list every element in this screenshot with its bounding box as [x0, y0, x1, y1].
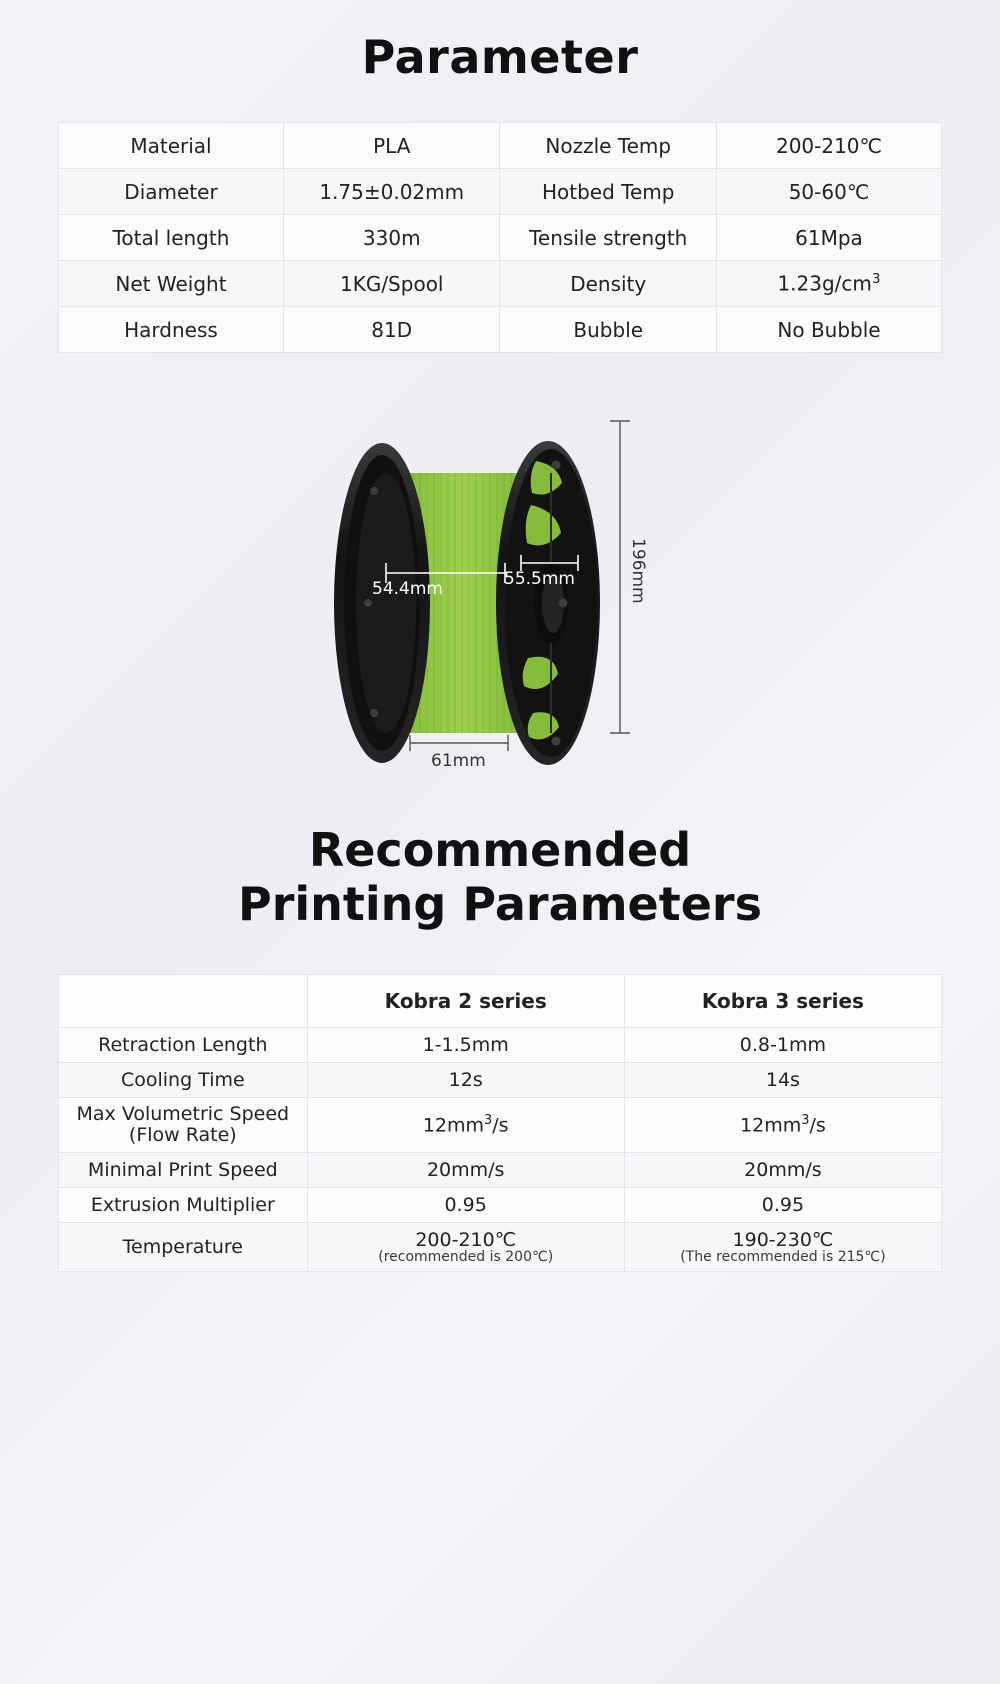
param-value: 61Mpa [716, 215, 941, 261]
table-header-row [59, 974, 942, 1027]
dimension-label-inner: 54.4mm [372, 579, 443, 599]
param-value-density: $1.23g/cm^3$ [716, 261, 941, 307]
row-value-kobra2-note: (recommended is 200℃) [378, 1249, 554, 1266]
row-value-kobra2: 1-1.5mm [307, 1027, 624, 1062]
row-value-kobra2: $12mm^3/s$ [307, 1097, 624, 1153]
dimension-line-height [610, 421, 630, 733]
param-value: 1.75±0.02mm [283, 169, 500, 215]
dimension-label-height: 196mm [628, 538, 648, 604]
param-value: 81D [283, 307, 500, 353]
row-value-kobra3-note: (The recommended is 215℃) [680, 1249, 886, 1266]
row-value-kobra3: 14s [624, 1062, 941, 1097]
table-row [59, 1153, 942, 1188]
row-value-kobra3: 20mm/s [624, 1153, 941, 1188]
dimension-line-width [410, 735, 508, 751]
param-key: Hardness [59, 307, 284, 353]
param-value: 1KG/Spool [283, 261, 500, 307]
row-value-kobra3-main: 190-230℃ [732, 1229, 834, 1252]
spool-diagram [0, 413, 1000, 813]
param-value: 330m [283, 215, 500, 261]
row-label-line1: Max Volumetric Speed [76, 1102, 290, 1125]
row-value-kobra2: 0.95 [307, 1188, 624, 1223]
param-key: Bubble [500, 307, 717, 353]
param-key: Net Weight [59, 261, 284, 307]
row-value-kobra2-main: 200-210℃ [415, 1229, 517, 1252]
param-value: PLA [283, 123, 500, 169]
param-value: No Bubble [716, 307, 941, 353]
dimension-label-hub: 55.5mm [504, 569, 575, 589]
dimension-label-width: 61mm [431, 751, 486, 771]
parameter-table [58, 122, 942, 353]
row-value-kobra2: 12s [307, 1062, 624, 1097]
column-header-kobra3: Kobra 3 series [624, 974, 941, 1027]
table-row [59, 215, 942, 261]
row-label: Extrusion Multiplier [59, 1188, 308, 1223]
row-value-kobra2 [307, 1223, 624, 1272]
column-header-blank [59, 974, 308, 1027]
param-value: 200-210℃ [716, 123, 941, 169]
param-key: Hotbed Temp [500, 169, 717, 215]
column-header-kobra2: Kobra 2 series [307, 974, 624, 1027]
table-row [59, 307, 942, 353]
recommended-title-line1: Recommended [308, 823, 692, 877]
row-label: Retraction Length [59, 1027, 308, 1062]
param-key: Material [59, 123, 284, 169]
row-value-kobra2: 20mm/s [307, 1153, 624, 1188]
recommended-title-line2: Printing Parameters [238, 877, 762, 932]
param-key: Tensile strength [500, 215, 717, 261]
table-row [59, 169, 942, 215]
table-row [59, 1062, 942, 1097]
row-value-kobra3: $12mm^3/s$ [624, 1097, 941, 1153]
page-title: Parameter [361, 30, 639, 84]
table-row [59, 1097, 942, 1153]
recommended-section-title [0, 823, 1000, 932]
param-key: Nozzle Temp [500, 123, 717, 169]
spool-right-flange [496, 441, 600, 765]
row-label: Temperature [59, 1223, 308, 1272]
table-row [59, 123, 942, 169]
row-label: Minimal Print Speed [59, 1153, 308, 1188]
recommended-table-container [58, 974, 942, 1273]
row-label-line2: (Flow Rate) [128, 1123, 237, 1146]
row-value-kobra3 [624, 1223, 941, 1272]
table-row [59, 261, 942, 307]
recommended-table [58, 974, 942, 1273]
row-value-kobra3: 0.8-1mm [624, 1027, 941, 1062]
param-key: Density [500, 261, 717, 307]
spool-left-flange [334, 443, 430, 763]
param-key: Total length [59, 215, 284, 261]
row-label: Cooling Time [59, 1062, 308, 1097]
row-value-kobra3: 0.95 [624, 1188, 941, 1223]
table-row [59, 1027, 942, 1062]
table-row [59, 1188, 942, 1223]
param-value: 50-60℃ [716, 169, 941, 215]
spool-illustration [0, 413, 1000, 813]
row-label [59, 1097, 308, 1153]
param-key: Diameter [59, 169, 284, 215]
parameter-table-container [58, 122, 942, 353]
table-row [59, 1223, 942, 1272]
